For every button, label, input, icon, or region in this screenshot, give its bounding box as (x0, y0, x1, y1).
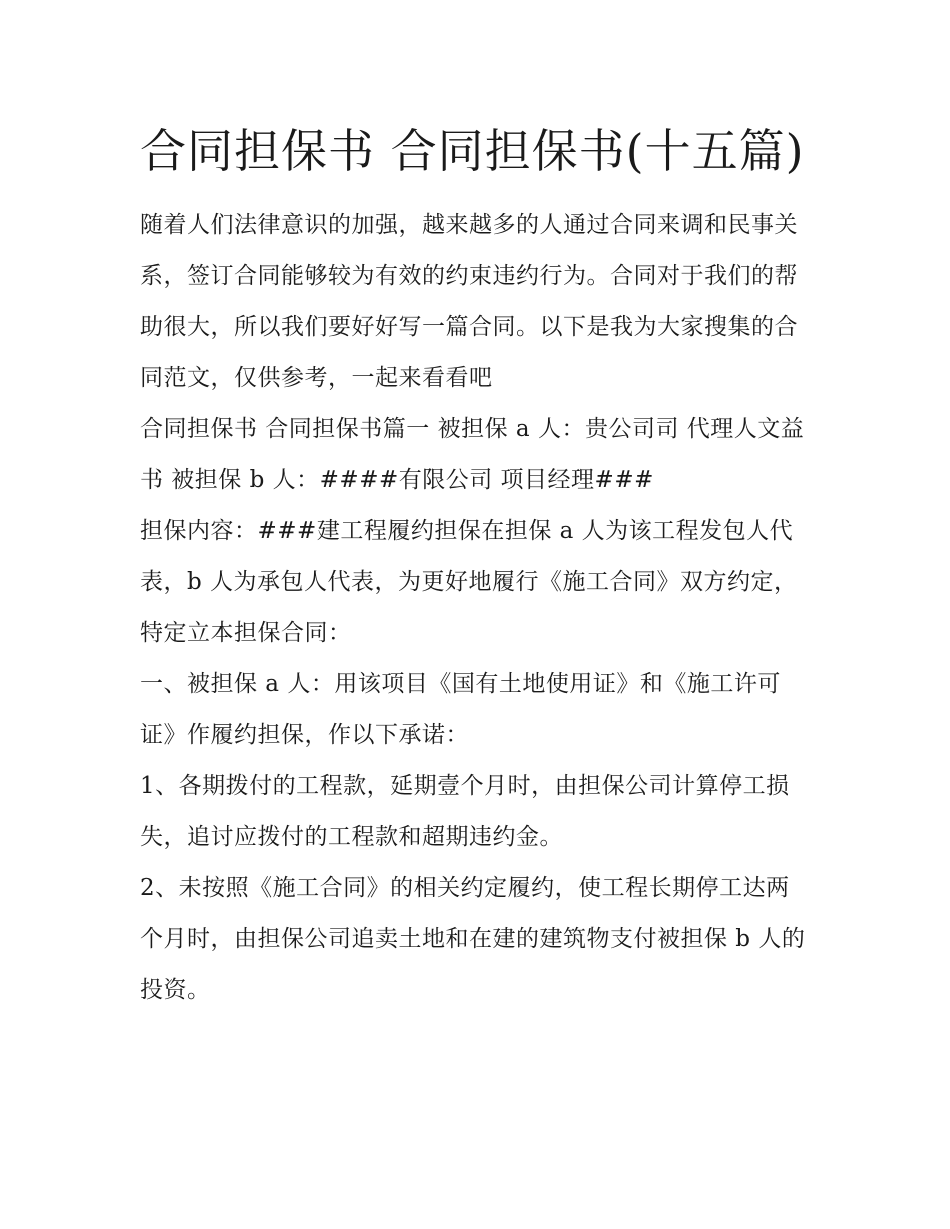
paragraph-intro: 随着人们法律意识的加强，越来越多的人通过合同来调和民事关系，签订合同能够较为有效的约束违约行为。合同对于我们的帮助很大，所以我们要好好写一篇合同。以下是我为大家搜集的合同范文，仅供参考，一起来看看吧 (140, 212, 798, 391)
paragraph-item-1: 1、各期拨付的工程款，延期壹个月时，由担保公司计算停工损失，追讨应拨付的工程款和超期违约金。 (140, 773, 790, 850)
paragraph-guarantee-content: 担保内容：###建工程履约担保在担保 a 人为该工程发包人代表，b 人为承包人代表，为更好地履行《施工合同》双方约定，特定立本担保合同： (140, 518, 798, 646)
paragraph-section-one: 一、被担保 a 人：用该项目《国有土地使用证》和《施工许可证》作履约担保，作以下承诺： (140, 671, 781, 748)
document-body (140, 112, 812, 1016)
paragraph-parties: 合同担保书 合同担保书篇一 被担保 a 人：贵公司司 代理人文益书 被担保 b 人：####有限公司 项目经理### (140, 416, 805, 493)
paragraph-item-2: 2、未按照《施工合同》的相关约定履约，使工程长期停工达两个月时，由担保公司追卖土地和在建的建筑物支付被担保 b 人的投资。 (140, 875, 806, 1003)
document-title: 合同担保书 合同担保书(十五篇) (140, 124, 805, 178)
